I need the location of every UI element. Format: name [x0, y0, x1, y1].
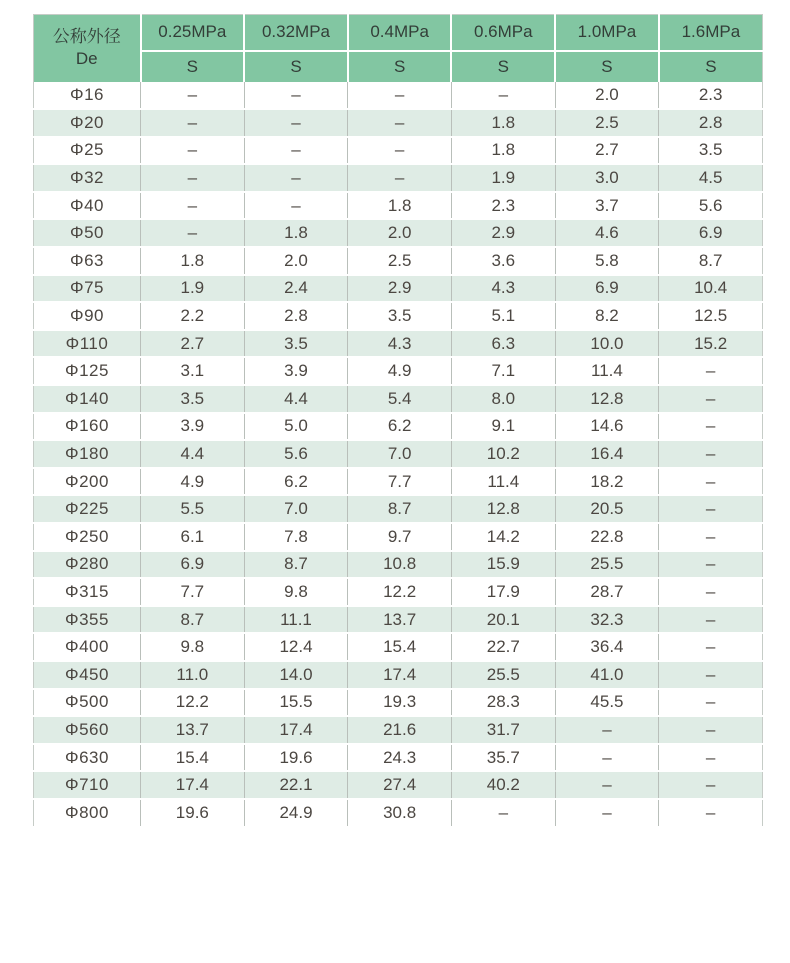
thickness-cell: –: [659, 661, 763, 689]
thickness-cell: 24.9: [244, 799, 348, 827]
thickness-cell: –: [141, 192, 245, 220]
thickness-cell: 28.3: [451, 689, 555, 717]
thickness-cell: –: [659, 578, 763, 606]
thickness-cell: 4.9: [141, 468, 245, 496]
thickness-cell: 6.2: [348, 413, 452, 441]
thickness-cell: 12.4: [244, 633, 348, 661]
thickness-cell: 15.4: [348, 633, 452, 661]
table-row: [34, 661, 763, 689]
thickness-cell: 15.2: [659, 330, 763, 358]
thickness-cell: 36.4: [555, 633, 659, 661]
thickness-cell: 21.6: [348, 716, 452, 744]
thickness-cell: –: [659, 495, 763, 523]
thickness-cell: 2.0: [348, 219, 452, 247]
thickness-cell: 6.9: [141, 551, 245, 579]
thickness-cell: 2.7: [141, 330, 245, 358]
thickness-cell: 30.8: [348, 799, 452, 827]
thickness-cell: 17.4: [348, 661, 452, 689]
thickness-cell: 4.4: [141, 440, 245, 468]
thickness-cell: 17.4: [244, 716, 348, 744]
thickness-cell: 12.2: [348, 578, 452, 606]
thickness-cell: 32.3: [555, 606, 659, 634]
column-header-pressure-06: 0.6MPa: [451, 15, 555, 51]
thickness-cell: 3.9: [141, 413, 245, 441]
table-row: [34, 302, 763, 330]
thickness-cell: 5.1: [451, 302, 555, 330]
thickness-cell: 25.5: [451, 661, 555, 689]
thickness-cell: 4.9: [348, 357, 452, 385]
thickness-cell: 15.4: [141, 744, 245, 772]
table-row: [34, 799, 763, 827]
thickness-cell: 4.4: [244, 385, 348, 413]
thickness-cell: 6.9: [659, 219, 763, 247]
thickness-cell: 2.5: [555, 109, 659, 137]
thickness-cell: 15.5: [244, 689, 348, 717]
thickness-cell: 22.1: [244, 771, 348, 799]
diameter-cell: Φ800: [34, 799, 141, 827]
thickness-cell: 8.7: [141, 606, 245, 634]
diameter-cell: Φ250: [34, 523, 141, 551]
thickness-cell: –: [141, 109, 245, 137]
thickness-cell: 1.8: [244, 219, 348, 247]
diameter-cell: Φ75: [34, 275, 141, 303]
s-label: S: [659, 51, 763, 82]
thickness-cell: 2.8: [659, 109, 763, 137]
diameter-cell: Φ560: [34, 716, 141, 744]
thickness-cell: 3.5: [348, 302, 452, 330]
thickness-cell: 2.7: [555, 137, 659, 165]
thickness-cell: –: [244, 164, 348, 192]
thickness-cell: 4.3: [348, 330, 452, 358]
thickness-cell: 3.5: [659, 137, 763, 165]
thickness-cell: –: [659, 606, 763, 634]
thickness-cell: 6.1: [141, 523, 245, 551]
thickness-cell: 4.6: [555, 219, 659, 247]
diameter-cell: Φ180: [34, 440, 141, 468]
diameter-cell: Φ710: [34, 771, 141, 799]
thickness-cell: 7.8: [244, 523, 348, 551]
thickness-cell: –: [659, 385, 763, 413]
table-row: [34, 192, 763, 220]
thickness-cell: 12.8: [451, 495, 555, 523]
thickness-cell: 1.8: [451, 137, 555, 165]
thickness-cell: –: [555, 744, 659, 772]
thickness-cell: 15.9: [451, 551, 555, 579]
thickness-cell: 31.7: [451, 716, 555, 744]
thickness-cell: 40.2: [451, 771, 555, 799]
thickness-cell: 12.2: [141, 689, 245, 717]
thickness-cell: –: [659, 468, 763, 496]
thickness-cell: 14.2: [451, 523, 555, 551]
thickness-cell: 22.8: [555, 523, 659, 551]
thickness-cell: 19.3: [348, 689, 452, 717]
thickness-cell: 10.8: [348, 551, 452, 579]
thickness-cell: 2.0: [244, 247, 348, 275]
thickness-cell: 17.9: [451, 578, 555, 606]
thickness-cell: 7.7: [348, 468, 452, 496]
thickness-cell: –: [659, 523, 763, 551]
thickness-cell: 24.3: [348, 744, 452, 772]
thickness-cell: 35.7: [451, 744, 555, 772]
corner-title: 公称外径: [52, 27, 121, 47]
diameter-cell: Φ315: [34, 578, 141, 606]
thickness-cell: 5.6: [244, 440, 348, 468]
diameter-cell: Φ450: [34, 661, 141, 689]
thickness-cell: 5.4: [348, 385, 452, 413]
table-row: [34, 219, 763, 247]
table-row: [34, 578, 763, 606]
column-header-pressure-04: 0.4MPa: [348, 15, 452, 51]
thickness-cell: 5.6: [659, 192, 763, 220]
thickness-cell: 12.8: [555, 385, 659, 413]
diameter-cell: Φ200: [34, 468, 141, 496]
thickness-cell: 3.1: [141, 357, 245, 385]
thickness-cell: 8.0: [451, 385, 555, 413]
table-row: [34, 330, 763, 358]
table-row: [34, 440, 763, 468]
thickness-cell: –: [244, 192, 348, 220]
table-row: [34, 247, 763, 275]
thickness-cell: –: [141, 219, 245, 247]
thickness-cell: –: [659, 413, 763, 441]
table-row: [34, 468, 763, 496]
table-row: [34, 164, 763, 192]
table-row: [34, 716, 763, 744]
column-header-pressure-025: 0.25MPa: [141, 15, 245, 51]
table-header: [34, 15, 763, 82]
thickness-cell: 18.2: [555, 468, 659, 496]
thickness-cell: –: [451, 82, 555, 110]
thickness-cell: 6.2: [244, 468, 348, 496]
column-header-pressure-032: 0.32MPa: [244, 15, 348, 51]
s-label: S: [141, 51, 245, 82]
thickness-cell: 1.8: [141, 247, 245, 275]
diameter-cell: Φ125: [34, 357, 141, 385]
diameter-cell: Φ140: [34, 385, 141, 413]
thickness-cell: –: [244, 109, 348, 137]
diameter-cell: Φ16: [34, 82, 141, 110]
diameter-cell: Φ630: [34, 744, 141, 772]
table-row: [34, 109, 763, 137]
thickness-cell: 7.7: [141, 578, 245, 606]
s-label: S: [555, 51, 659, 82]
thickness-cell: 11.4: [451, 468, 555, 496]
thickness-cell: 10.0: [555, 330, 659, 358]
thickness-cell: –: [659, 440, 763, 468]
thickness-cell: 1.9: [141, 275, 245, 303]
thickness-cell: 45.5: [555, 689, 659, 717]
thickness-cell: 14.6: [555, 413, 659, 441]
diameter-cell: Φ160: [34, 413, 141, 441]
thickness-cell: –: [348, 82, 452, 110]
thickness-cell: 2.3: [451, 192, 555, 220]
thickness-cell: 27.4: [348, 771, 452, 799]
thickness-cell: 9.7: [348, 523, 452, 551]
diameter-cell: Φ25: [34, 137, 141, 165]
table-row: [34, 771, 763, 799]
diameter-cell: Φ50: [34, 219, 141, 247]
corner-header-nominal-outer-diameter: [34, 15, 141, 82]
thickness-cell: 6.9: [555, 275, 659, 303]
thickness-cell: 2.9: [451, 219, 555, 247]
thickness-cell: 3.5: [141, 385, 245, 413]
thickness-cell: 7.0: [348, 440, 452, 468]
thickness-cell: 20.5: [555, 495, 659, 523]
thickness-cell: 4.3: [451, 275, 555, 303]
table-row: [34, 275, 763, 303]
thickness-cell: 8.7: [244, 551, 348, 579]
thickness-cell: 4.5: [659, 164, 763, 192]
s-label: S: [451, 51, 555, 82]
column-header-pressure-10: 1.0MPa: [555, 15, 659, 51]
thickness-cell: 8.7: [348, 495, 452, 523]
table-row: [34, 495, 763, 523]
thickness-cell: 16.4: [555, 440, 659, 468]
thickness-cell: –: [244, 137, 348, 165]
thickness-cell: 2.9: [348, 275, 452, 303]
thickness-cell: 9.1: [451, 413, 555, 441]
thickness-cell: –: [141, 137, 245, 165]
thickness-cell: 5.5: [141, 495, 245, 523]
thickness-cell: 28.7: [555, 578, 659, 606]
thickness-cell: 11.4: [555, 357, 659, 385]
thickness-cell: 9.8: [244, 578, 348, 606]
thickness-cell: –: [141, 82, 245, 110]
column-header-pressure-16: 1.6MPa: [659, 15, 763, 51]
thickness-cell: 3.7: [555, 192, 659, 220]
thickness-cell: –: [659, 357, 763, 385]
diameter-cell: Φ225: [34, 495, 141, 523]
table-row: [34, 744, 763, 772]
thickness-cell: 3.0: [555, 164, 659, 192]
pipe-wall-thickness-table: [33, 14, 763, 828]
thickness-cell: 2.3: [659, 82, 763, 110]
thickness-cell: 1.9: [451, 164, 555, 192]
thickness-cell: –: [348, 137, 452, 165]
thickness-cell: –: [141, 164, 245, 192]
thickness-cell: 41.0: [555, 661, 659, 689]
s-label: S: [348, 51, 452, 82]
diameter-cell: Φ32: [34, 164, 141, 192]
thickness-cell: 10.2: [451, 440, 555, 468]
diameter-cell: Φ110: [34, 330, 141, 358]
thickness-cell: –: [659, 771, 763, 799]
table-row: [34, 689, 763, 717]
corner-subtitle-de: De: [75, 49, 98, 69]
table-body: [34, 82, 763, 827]
thickness-cell: 8.7: [659, 247, 763, 275]
thickness-cell: 13.7: [348, 606, 452, 634]
thickness-cell: 1.8: [451, 109, 555, 137]
thickness-cell: 6.3: [451, 330, 555, 358]
diameter-cell: Φ280: [34, 551, 141, 579]
thickness-cell: 2.4: [244, 275, 348, 303]
pipe-wall-thickness-table-container: [33, 14, 763, 828]
thickness-cell: –: [659, 744, 763, 772]
thickness-cell: 12.5: [659, 302, 763, 330]
thickness-cell: –: [451, 799, 555, 827]
thickness-cell: 1.8: [348, 192, 452, 220]
thickness-cell: 5.0: [244, 413, 348, 441]
thickness-cell: 22.7: [451, 633, 555, 661]
diameter-cell: Φ400: [34, 633, 141, 661]
thickness-cell: 2.2: [141, 302, 245, 330]
table-row: [34, 606, 763, 634]
s-label: S: [244, 51, 348, 82]
thickness-cell: 19.6: [244, 744, 348, 772]
thickness-cell: 2.8: [244, 302, 348, 330]
thickness-cell: 9.8: [141, 633, 245, 661]
thickness-cell: 13.7: [141, 716, 245, 744]
thickness-cell: –: [659, 551, 763, 579]
header-row-s: [34, 51, 763, 82]
thickness-cell: –: [555, 771, 659, 799]
thickness-cell: –: [348, 109, 452, 137]
diameter-cell: Φ20: [34, 109, 141, 137]
thickness-cell: 8.2: [555, 302, 659, 330]
thickness-cell: 14.0: [244, 661, 348, 689]
thickness-cell: 3.6: [451, 247, 555, 275]
thickness-cell: 3.5: [244, 330, 348, 358]
thickness-cell: –: [348, 164, 452, 192]
thickness-cell: 20.1: [451, 606, 555, 634]
diameter-cell: Φ90: [34, 302, 141, 330]
header-row-pressure: [34, 15, 763, 51]
diameter-cell: Φ40: [34, 192, 141, 220]
thickness-cell: –: [555, 799, 659, 827]
table-row: [34, 357, 763, 385]
table-row: [34, 82, 763, 110]
thickness-cell: –: [659, 716, 763, 744]
diameter-cell: Φ355: [34, 606, 141, 634]
thickness-cell: 25.5: [555, 551, 659, 579]
table-row: [34, 137, 763, 165]
thickness-cell: 5.8: [555, 247, 659, 275]
thickness-cell: –: [659, 799, 763, 827]
table-row: [34, 385, 763, 413]
thickness-cell: 3.9: [244, 357, 348, 385]
table-row: [34, 523, 763, 551]
diameter-cell: Φ500: [34, 689, 141, 717]
thickness-cell: 7.1: [451, 357, 555, 385]
thickness-cell: –: [659, 689, 763, 717]
diameter-cell: Φ63: [34, 247, 141, 275]
thickness-cell: –: [659, 633, 763, 661]
table-row: [34, 633, 763, 661]
thickness-cell: 11.1: [244, 606, 348, 634]
thickness-cell: –: [555, 716, 659, 744]
table-row: [34, 551, 763, 579]
thickness-cell: –: [244, 82, 348, 110]
thickness-cell: 2.0: [555, 82, 659, 110]
thickness-cell: 19.6: [141, 799, 245, 827]
thickness-cell: 11.0: [141, 661, 245, 689]
thickness-cell: 2.5: [348, 247, 452, 275]
thickness-cell: 10.4: [659, 275, 763, 303]
thickness-cell: 7.0: [244, 495, 348, 523]
thickness-cell: 17.4: [141, 771, 245, 799]
table-row: [34, 413, 763, 441]
